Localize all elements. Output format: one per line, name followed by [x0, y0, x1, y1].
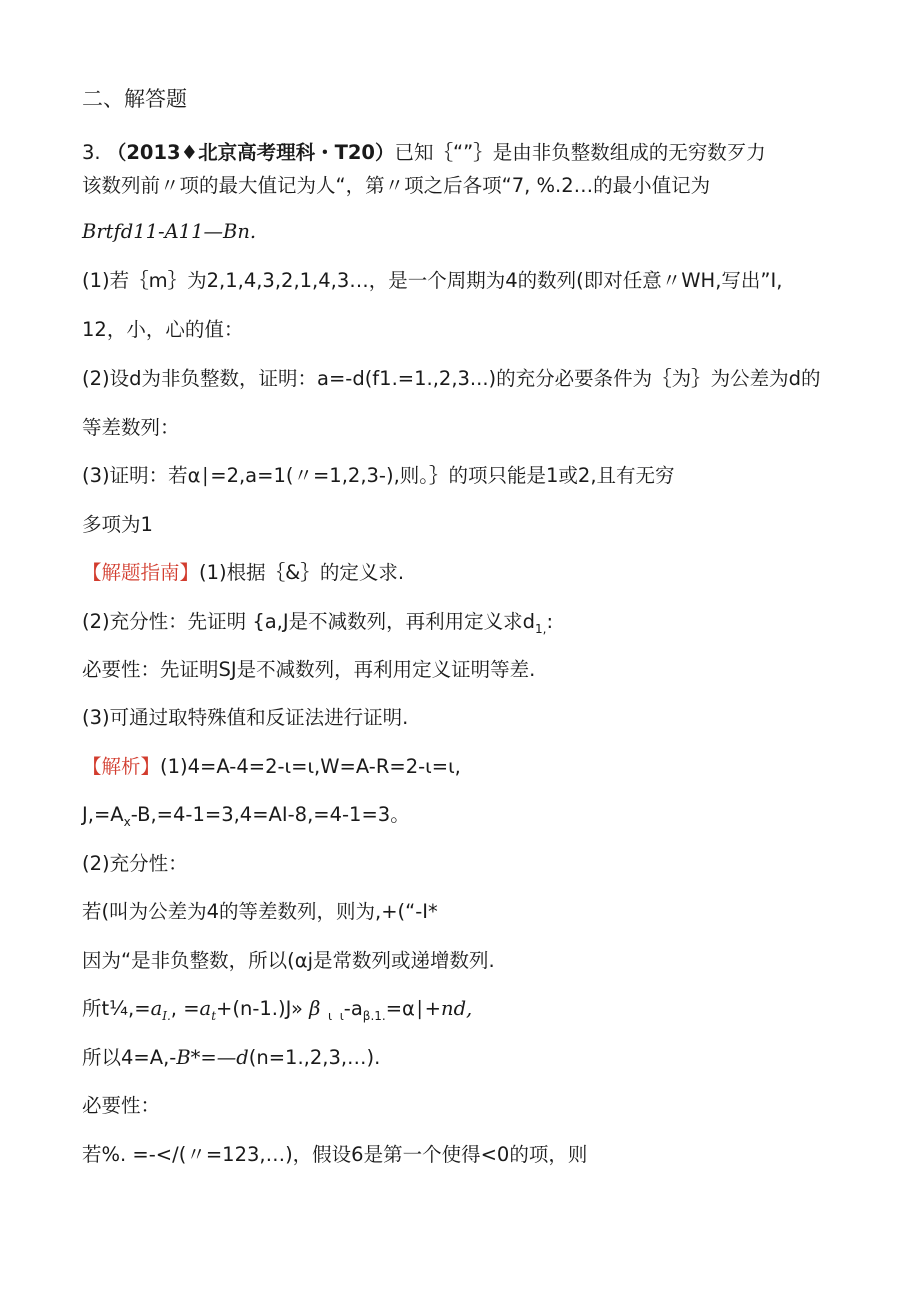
analysis-text-2a: J,=A: [82, 803, 124, 826]
part2-line-2: 等差数列：: [82, 416, 180, 439]
analysis-line-4: 若(叫为公差为4的等差数列，则为,+(“-I*: [82, 900, 438, 923]
guide-tag: 【解题指南】: [82, 561, 200, 584]
analysis-text-7c: (n=1.,2,3,…).: [248, 1046, 381, 1069]
analysis-tag: 【解析】: [82, 755, 161, 778]
analysis-subscript-x: x: [123, 814, 131, 829]
section-heading: 二、解答题: [82, 87, 187, 111]
analysis-line-6: [82, 996, 472, 1029]
analysis-line-1: [82, 754, 461, 780]
guide-line-1: [82, 560, 404, 586]
guide-subscript: 1,: [535, 621, 547, 636]
guide-text-2: (2)充分性：先证明 {a,J是不减数列，再利用定义求d: [82, 610, 536, 633]
analysis-text-6i: =α∣+: [385, 997, 442, 1020]
analysis-line-2: [82, 802, 410, 835]
problem-stem-text: 已知｛“”｝是由非负整数组成的无穷数歹力: [394, 141, 766, 164]
guide-line-2: [82, 609, 553, 642]
analysis-line-8: 必要性：: [82, 1094, 161, 1117]
analysis-text-6b: a: [150, 997, 163, 1020]
part2-line-1: (2)设d为非负整数，证明：a=-d(f1.=1.,2,3...)的充分必要条件为｛为｝为公差为d的: [82, 367, 821, 390]
analysis-sub-6b: I.: [162, 1008, 171, 1023]
guide-line-4: (3)可通过取特殊值和反证法进行证明.: [82, 706, 409, 729]
analysis-text-6f: β: [309, 997, 321, 1020]
problem-stem-line-3: Brtfd11-A11—Bn.: [82, 220, 257, 243]
analysis-text-6c: , =: [170, 997, 200, 1020]
analysis-text-6d: a: [199, 997, 212, 1020]
analysis-line-9: 若%. =-</(〃=123,…)，假设6是第一个使得<0的项，则: [82, 1143, 588, 1166]
problem-source: （2013♦北京高考理科・T20）: [106, 141, 395, 164]
part3-line-1: (3)证明：若α∣=2,a=1(〃=1,2,3-),则。｝的项只能是1或2,且有无穷: [82, 464, 675, 487]
analysis-sub-6g: ι ι: [320, 1008, 344, 1023]
part3-line-2: 多项为1: [82, 513, 153, 536]
problem-number: 3.: [82, 141, 101, 164]
analysis-text-7b: B*=—d: [176, 1046, 249, 1069]
analysis-text-2b: -B,=4-1=3,4=AI-8,=4-1=3。: [130, 803, 410, 826]
analysis-sub-6h: β.1.: [362, 1008, 386, 1023]
analysis-text-6j: nd,: [441, 997, 473, 1020]
analysis-line-3: (2)充分性：: [82, 852, 188, 875]
guide-line-3: 必要性：先证明SJ是不减数列，再利用定义证明等差.: [82, 658, 536, 681]
guide-text-2-end: :: [546, 610, 554, 633]
problem-stem-line-2: 该数列前〃项的最大值记为人“，第〃项之后各项“7, %.2…的最小值记为: [82, 174, 711, 197]
analysis-text-1: (1)4=A-4=2-ι=ι,W=A-R=2-ι=ι,: [160, 755, 461, 778]
analysis-text-6a: 所t¼,=: [82, 997, 151, 1020]
part1-line-1: (1)若｛m｝为2,1,4,3,2,1,4,3…，是一个周期为4的数列(即对任意〃WH,写出”I,: [82, 269, 783, 292]
analysis-sub-6d: t: [211, 1008, 217, 1023]
analysis-text-6e: +(n-1.)J»: [216, 997, 303, 1020]
part1-line-2: 12，小，心的值：: [82, 318, 244, 341]
analysis-text-6h: -a: [343, 997, 363, 1020]
analysis-line-7: [82, 1045, 380, 1071]
analysis-text-7a: 所以4=A,-: [82, 1046, 177, 1069]
problem-stem-line-1: [82, 140, 766, 166]
guide-text-1: (1)根据｛&｝的定义求.: [199, 561, 405, 584]
analysis-line-5: 因为“是非负整数，所以(αj是常数列或递增数列.: [82, 949, 495, 972]
